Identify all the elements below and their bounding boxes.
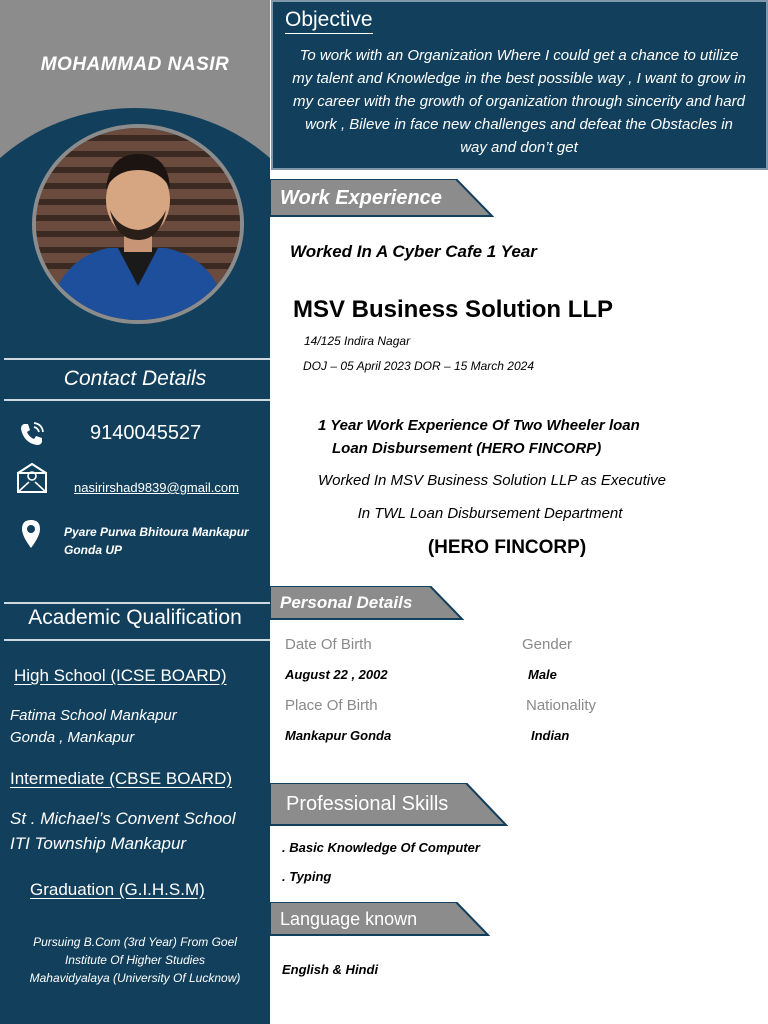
academic-detail-line: St . Michael’s Convent School — [10, 809, 236, 828]
location-icon — [16, 518, 48, 550]
experience-line: Loan Disbursement (HERO FINCORP) — [332, 440, 602, 457]
personal-details-banner — [270, 586, 464, 620]
divider — [4, 399, 270, 401]
academic-detail-line: ITI Township Mankapur — [10, 834, 187, 853]
experience-line: 1 Year Work Experience Of Two Wheeler loan — [318, 417, 640, 434]
professional-skills-banner — [270, 783, 508, 826]
profile-name: MOHAMMAD NASIR — [40, 54, 230, 75]
profile-photo-illustration — [36, 128, 240, 320]
language-banner — [270, 902, 490, 936]
work-experience-heading: Work Experience — [280, 186, 442, 209]
contact-heading: Contact Details — [63, 367, 207, 390]
experience-line: In TWL Loan Disbursement Department — [357, 505, 623, 522]
academic-detail-line: Pursuing B.Com (3rd Year) From Goel — [33, 935, 237, 949]
email-icon — [16, 462, 48, 494]
graduation-detail — [8, 933, 262, 987]
academic-detail-line: Mahavidyalaya (University Of Lucknow) — [29, 971, 241, 985]
profile-photo — [32, 124, 244, 324]
company-address: 14/125 Indira Nagar — [304, 334, 411, 348]
gender-label: Gender — [522, 636, 573, 653]
divider — [4, 358, 270, 360]
pob-label: Place Of Birth — [285, 697, 378, 714]
academic-detail-line: Gonda , Mankapur — [10, 729, 135, 746]
company-name: MSV Business Solution LLP — [293, 296, 614, 323]
email-link[interactable]: nasirirshad9839@gmail.com — [74, 480, 239, 495]
academic-title-intermediate: Intermediate (CBSE BOARD) — [10, 769, 233, 788]
employment-dates: DOJ – 05 April 2023 DOR – 15 March 2024 — [303, 359, 535, 373]
divider — [4, 639, 270, 641]
address-text: Pyare Purwa Bhitoura Mankapur Gonda UP — [64, 525, 249, 557]
objective-text: To work with an Organization Where I could get a chance to utilize my talent and Knowledge in the best possible way , I want to grow in my career with the growth of organization through sincerity and hard work , Bileve in face new challenges and defeat the Obstacles in way and don’t get — [292, 47, 746, 156]
nationality-label: Nationality — [526, 697, 597, 714]
nationality-value: Indian — [531, 728, 570, 743]
work-experience-banner — [270, 179, 494, 217]
phone-icon — [16, 418, 48, 450]
cyber-cafe-experience: Worked In A Cyber Cafe 1 Year — [290, 242, 537, 261]
objective-heading: Objective — [285, 7, 373, 34]
pob-value: Mankapur Gonda — [285, 728, 392, 743]
professional-skills-heading: Professional Skills — [286, 793, 449, 815]
skill-item: . Basic Knowledge Of Computer — [282, 840, 480, 855]
experience-line: Worked In MSV Business Solution LLP as Executive — [318, 472, 666, 489]
phone-number[interactable]: 9140045527 — [90, 422, 202, 444]
language-value: English & Hindi — [282, 962, 379, 977]
academic-title-high-school: High School (ICSE BOARD) — [14, 666, 227, 685]
academic-detail-line: Institute Of Higher Studies — [64, 953, 206, 967]
skill-item: . Typing — [282, 869, 332, 884]
gender-value: Male — [528, 667, 557, 682]
academic-title-graduation: Graduation (G.I.H.S.M) — [30, 880, 205, 899]
language-heading: Language known — [280, 908, 418, 929]
academic-heading: Academic Qualification — [28, 606, 242, 629]
personal-details-heading: Personal Details — [280, 593, 413, 612]
dob-label: Date Of Birth — [285, 636, 372, 653]
dob-value: August 22 , 2002 — [285, 667, 388, 682]
academic-detail-line: Fatima School Mankapur — [10, 707, 177, 724]
divider — [4, 602, 270, 604]
employer-highlight: (HERO FINCORP) — [427, 537, 587, 558]
